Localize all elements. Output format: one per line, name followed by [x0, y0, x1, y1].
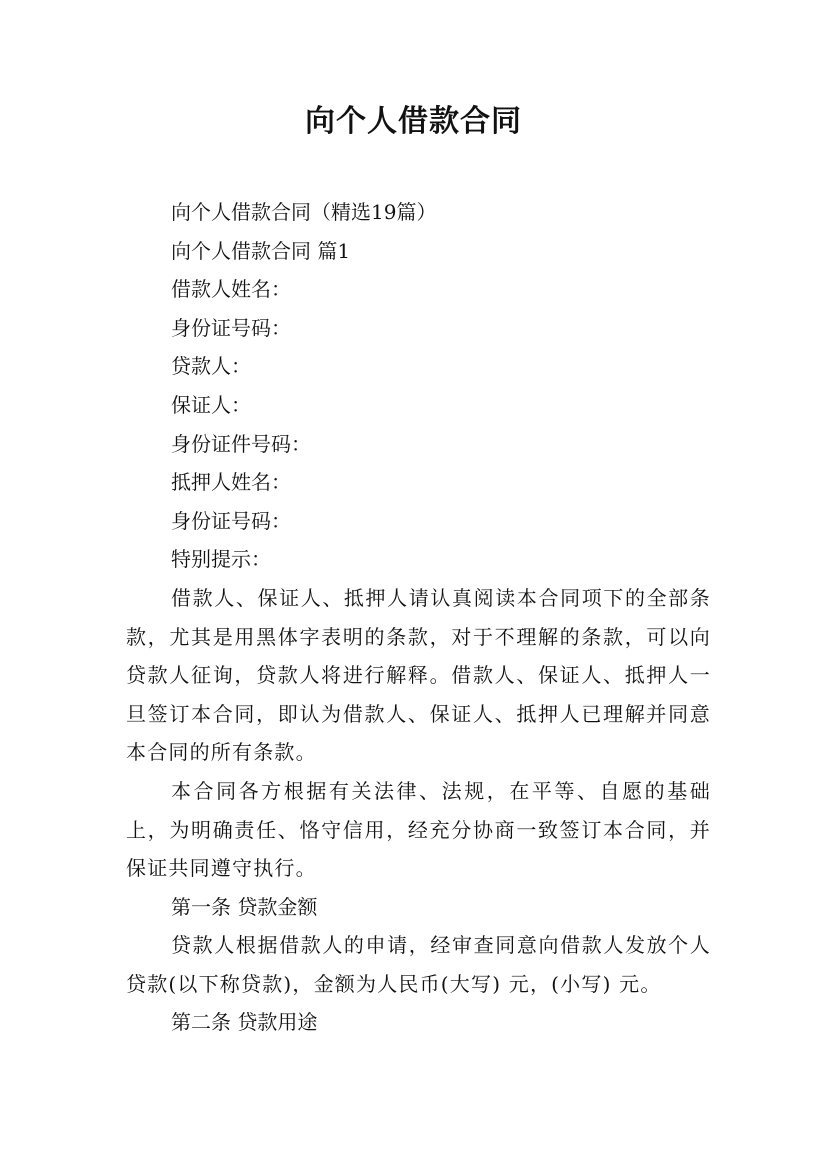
mortgagor-name-field: 抵押人姓名： — [171, 470, 291, 495]
lender-field: 贷款人： — [171, 354, 251, 379]
guarantor-id-field: 身份证件号码： — [171, 431, 311, 456]
article-2-heading: 第二条 贷款用途 — [171, 1010, 318, 1035]
borrower-name-field: 借款人姓名： — [171, 277, 291, 302]
special-notice-heading: 特别提示： — [171, 547, 271, 572]
borrower-id-field: 身份证号码： — [171, 315, 291, 340]
section-heading: 向个人借款合同 篇1 — [171, 238, 351, 263]
article-1-heading: 第一条 贷款金额 — [171, 894, 318, 919]
mortgagor-id-field: 身份证号码： — [171, 508, 291, 533]
document-body — [126, 193, 711, 1042]
document-subtitle: 向个人借款合同（精选19篇） — [171, 200, 437, 224]
basis-paragraph: 本合同各方根据有关法律、法规，在平等、自愿的基础上，为明确责任、恪守信用，经充分协商一致签订本合同，并保证共同遵守执行。 — [126, 778, 711, 881]
article-1-body: 贷款人根据借款人的申请，经审查同意向借款人发放个人贷款(以下称贷款)，金额为人民币(大写) 元，(小写) 元。 — [126, 933, 711, 996]
notice-paragraph: 借款人、保证人、抵押人请认真阅读本合同项下的全部条款，尤其是用黑体字表明的条款，对于不理解的条款，可以向贷款人征询，贷款人将进行解释。借款人、保证人、抵押人一旦签订本合同，即认为借款人、保证人、抵押人已理解并同意本合同的所有条款。 — [126, 585, 711, 765]
guarantor-field: 保证人： — [171, 392, 251, 417]
document-title: 向个人借款合同 — [305, 104, 522, 139]
